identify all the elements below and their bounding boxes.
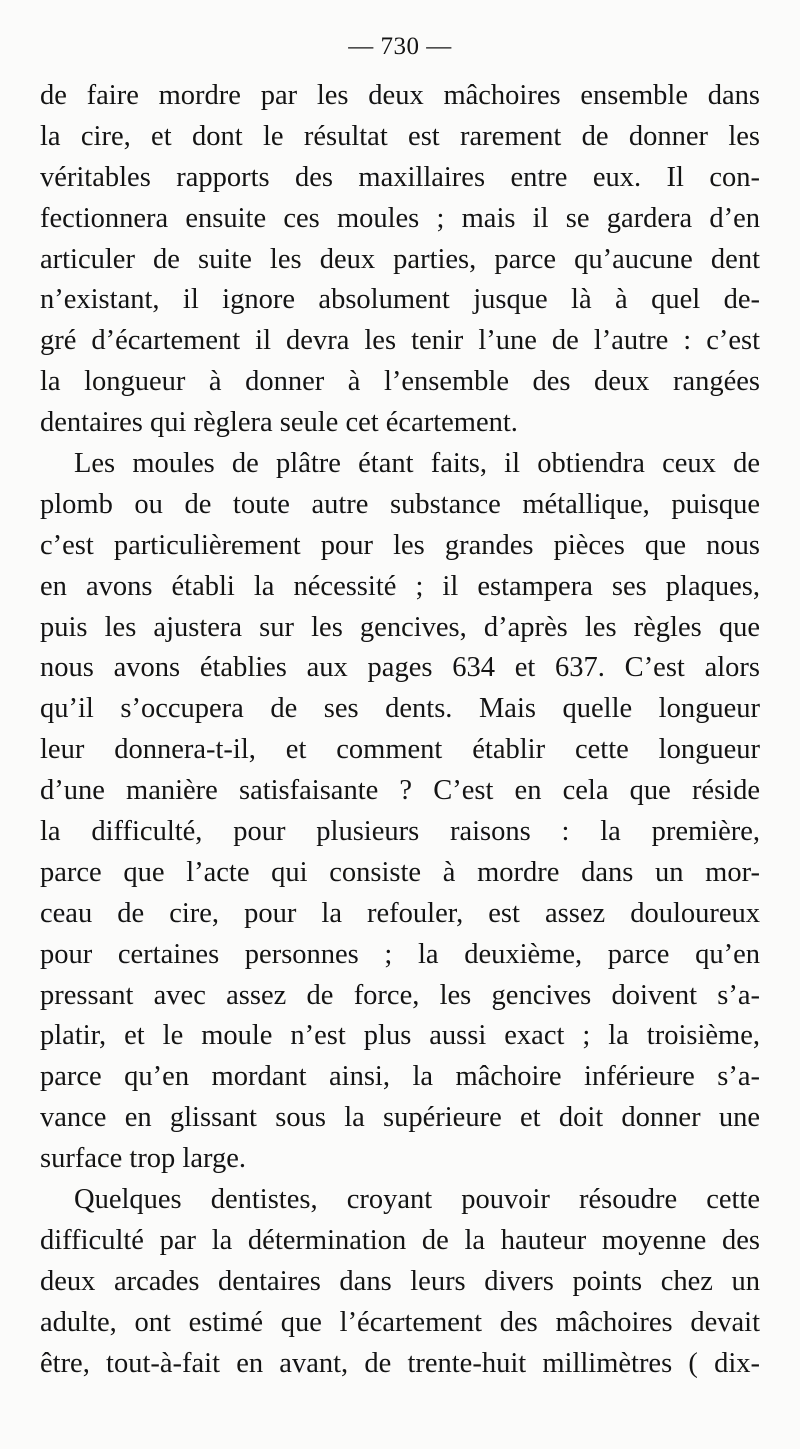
text-line: puis les ajustera sur les gencives, d’après les règles que — [40, 611, 760, 643]
text-line: platir, et le moule n’est plus aussi exact ; la troisième, — [40, 1020, 760, 1052]
text-line: plomb ou de toute autre substance métallique, puisque — [40, 488, 760, 520]
body-text — [40, 76, 760, 1385]
text-line: en avons établi la nécessité ; il estampera ses plaques, — [40, 570, 760, 602]
text-line: qu’il s’occupera de ses dents. Mais quelle longueur — [40, 693, 760, 725]
text-line: véritables rapports des maxillaires entre eux. Il con- — [40, 161, 760, 193]
text-line: c’est particulièrement pour les grandes pièces que nous — [40, 529, 760, 561]
text-line: nous avons établies aux pages 634 et 637. C’est alors — [40, 652, 760, 684]
text-line: dentaires qui règlera seule cet écartement. — [40, 407, 518, 439]
text-line: ceau de cire, pour la refouler, est assez douloureux — [40, 897, 760, 929]
text-line: leur donnera-t-il, et comment établir cette longueur — [40, 734, 760, 766]
text-line: adulte, ont estimé que l’écartement des mâchoires devait — [40, 1306, 760, 1338]
text-line: pour certaines personnes ; la deuxième, parce qu’en — [40, 938, 760, 970]
text-line: gré d’écartement il devra les tenir l’une de l’autre : c’est — [40, 325, 760, 357]
text-line: être, tout-à-fait en avant, de trente-huit millimètres ( dix- — [40, 1347, 760, 1379]
text-line: n’existant, il ignore absolument jusque là à quel de- — [40, 284, 760, 316]
text-line: deux arcades dentaires dans leurs divers points chez un — [40, 1265, 760, 1297]
text-line: parce qu’en mordant ainsi, la mâchoire inférieure s’a- — [40, 1061, 760, 1093]
text-line: de faire mordre par les deux mâchoires ensemble dans — [40, 80, 760, 111]
page-number: — 730 — — [348, 33, 452, 60]
text-line: la difficulté, pour plusieurs raisons : la première, — [40, 816, 760, 848]
text-line: vance en glissant sous la supérieure et doit donner une — [40, 1102, 760, 1134]
text-line: surface trop large. — [40, 1143, 246, 1175]
text-line: la longueur à donner à l’ensemble des deux rangées — [40, 366, 760, 398]
paragraph — [40, 1180, 760, 1384]
text-line: Quelques dentistes, croyant pouvoir résoudre cette — [74, 1184, 760, 1216]
text-line: articuler de suite les deux parties, parce qu’aucune dent — [40, 243, 760, 275]
paragraph — [40, 444, 760, 1180]
paragraph — [40, 76, 760, 444]
text-line: parce que l’acte qui consiste à mordre dans un mor- — [40, 856, 760, 888]
text-line: pressant avec assez de force, les gencives doivent s’a- — [40, 979, 760, 1011]
text-line: d’une manière satisfaisante ? C’est en cela que réside — [40, 775, 760, 807]
text-line: difficulté par la détermination de la hauteur moyenne des — [40, 1224, 760, 1256]
text-line: Les moules de plâtre étant faits, il obtiendra ceux de — [74, 448, 760, 480]
text-line: la cire, et dont le résultat est rarement de donner les — [40, 120, 760, 152]
text-line: fectionnera ensuite ces moules ; mais il se gardera d’en — [40, 202, 760, 234]
